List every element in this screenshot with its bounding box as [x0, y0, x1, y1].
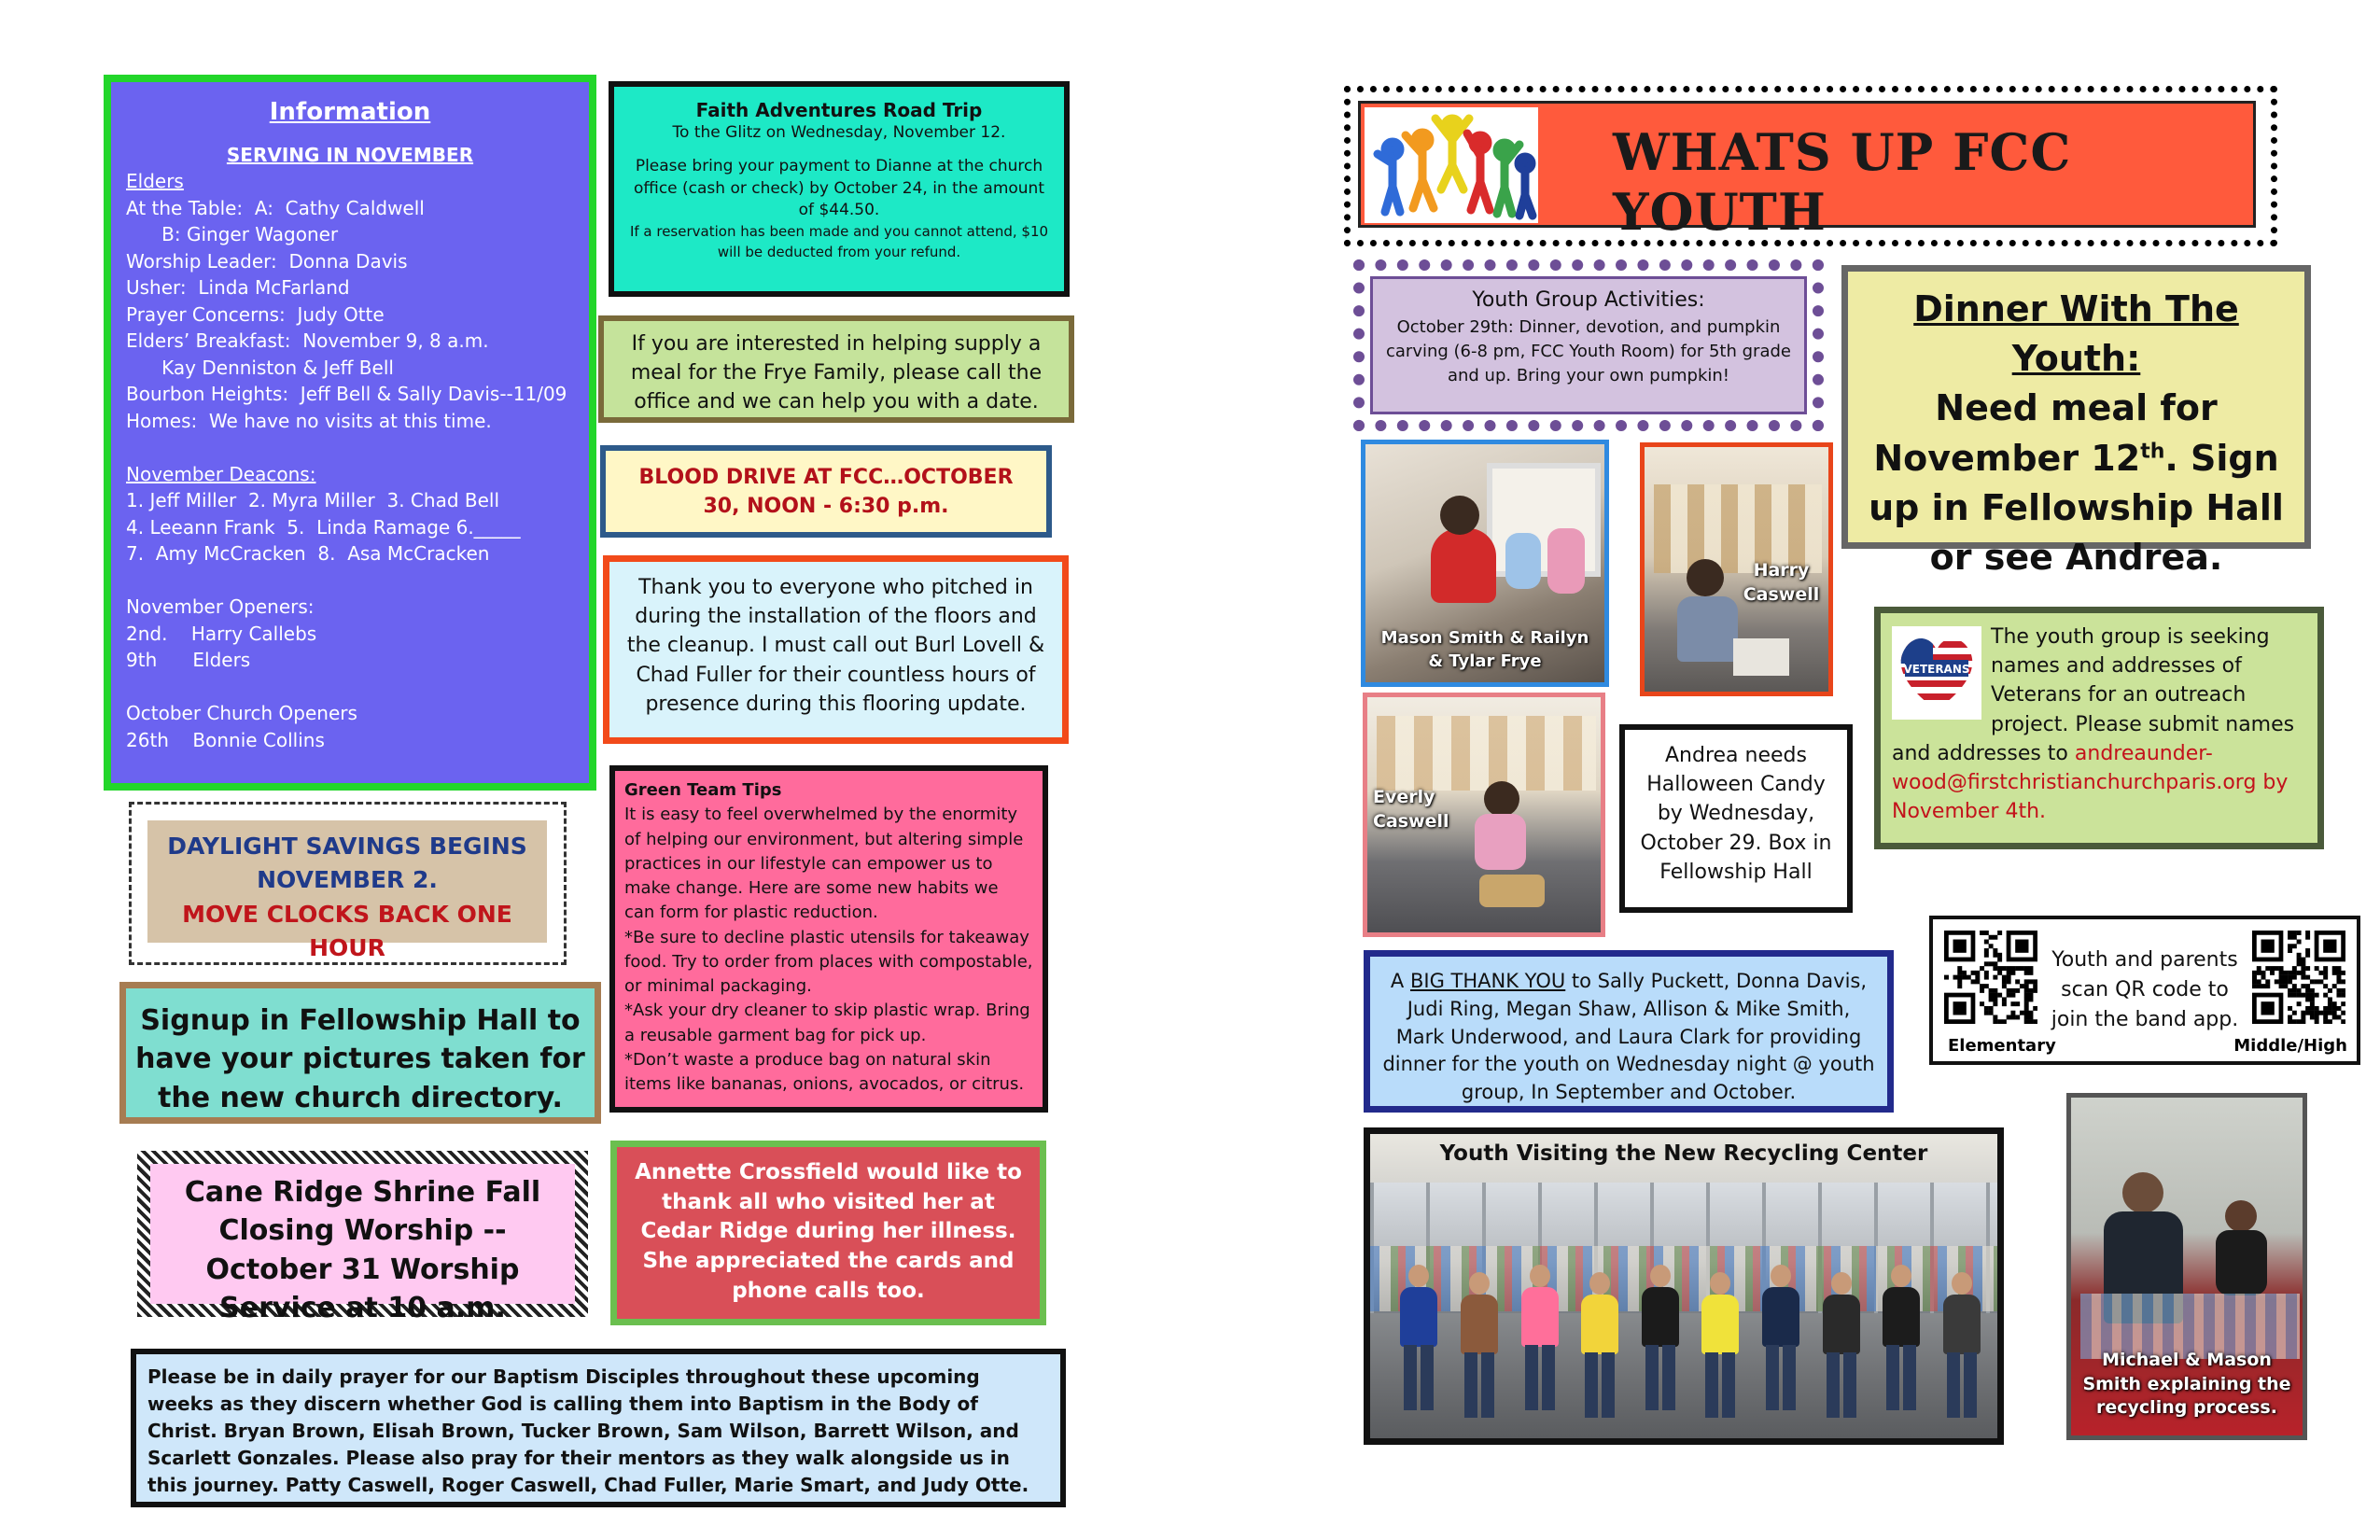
info-line — [126, 674, 574, 701]
green-tip: *Ask your dry cleaner to skip plastic wrap. Bring a reusable garment bag for pick up. — [624, 1001, 1030, 1045]
flag-heart-icon — [1892, 626, 1981, 720]
info-line: B: Ginger Wagoner — [126, 223, 339, 246]
halloween-candy-text: Andrea needs Halloween Candy by Wednesday, October 29. Box in Fellowship Hall — [1640, 744, 1832, 884]
qr-elementary[interactable] — [1944, 931, 2037, 1024]
big-thank-highlight: BIG THANK YOU — [1409, 970, 1566, 992]
info-line: Elders’ Breakfast: November 9, 8 a.m. — [126, 329, 489, 353]
info-line: 1. Jeff Miller 2. Myra Miller 3. Chad Bell — [126, 489, 500, 512]
qr-elementary-label: Elementary — [1948, 1036, 2056, 1056]
band-app-text: Youth and parents scan QR code to join the band app. — [2051, 948, 2239, 1031]
frye-family-box — [598, 315, 1074, 423]
qr-middle-high-label: Middle/High — [2233, 1036, 2347, 1056]
caption-recycling: Youth Visiting the New Recycling Center — [1439, 1141, 1928, 1166]
qr-code-icon — [1944, 931, 2037, 1024]
baptism-prayer-box — [131, 1349, 1066, 1507]
youth-activities-body: October 29th: Dinner, devotion, and pumpkin carving (6-8 pm, FCC Youth Room) for 5th grade and up. Bring your own pumpkin! — [1386, 316, 1791, 385]
green-tip: *Be sure to decline plastic utensils for takeaway food. Try to order from places with compostable, or minimal packaging. — [624, 927, 1033, 997]
big-thank-you-box — [1364, 950, 1894, 1113]
info-line: 4. Leeann Frank 5. Linda Ramage 6._____ — [126, 515, 521, 539]
person-figure — [1398, 1265, 1439, 1423]
green-team-box — [609, 765, 1048, 1113]
blood-drive-box — [600, 445, 1052, 538]
info-line: Kay Denniston & Jeff Bell — [126, 356, 394, 379]
photo-harry-caswell — [1640, 442, 1833, 696]
dinner-title: Dinner With The Youth: — [1913, 288, 2239, 380]
serving-list — [126, 168, 574, 753]
band-app-box — [1929, 916, 2360, 1065]
youth-activities-box — [1370, 276, 1807, 414]
caption-mason: Mason Smith & Railyn & Tylar Frye — [1380, 628, 1589, 671]
caption-harry: Harry Caswell — [1743, 560, 1820, 605]
info-line: November Openers: — [126, 595, 315, 619]
info-line: Elders — [126, 170, 184, 193]
info-line — [126, 434, 574, 461]
serving-heading: SERVING IN NOVEMBER — [226, 144, 474, 167]
annette-text: Annette Crossfield would like to thank all who visited her at Cedar Ridge during her illness. She appreciated the cards and phone calls too. — [635, 1160, 1022, 1303]
baptism-prayer-text: Please be in daily prayer for our Baptism Disciples throughout these upcoming weeks as they discern whether God is calling them into Baptism in the Body of Christ. Bryan Brown, Elisah Brown, Tucker Brown, Sam Wilson, Barrett Wilson, and Scarlett Gonzales. Please also pray for their mentors as they walk alongside us in this journey. Patty Caswell, Roger Caswell, Chad Fuller, Marie Smart, and Judy Otte. — [147, 1365, 1029, 1496]
person-figure — [1459, 1272, 1500, 1431]
green-tip: *Don’t waste a produce bag on natural skin items like bananas, onions, avocados, or citrus. — [624, 1049, 1025, 1095]
directory-signup-text: Signup in Fellowship Hall to have your pictures taken for the new church directory. — [135, 1004, 585, 1114]
person-figure — [1519, 1265, 1561, 1423]
faith-trip-subtitle: To the Glitz on Wednesday, November 12. — [672, 123, 1006, 142]
daylight-line2: MOVE CLOCKS BACK ONE HOUR — [182, 900, 512, 961]
cane-ridge-text: Cane Ridge Shrine Fall Closing Worship -- October 31 Worship Service at 10 a.m. — [184, 1176, 541, 1325]
green-team-tips — [624, 926, 1033, 1098]
veterans-box — [1874, 607, 2324, 849]
photo-michael-mason — [2066, 1093, 2307, 1440]
halloween-candy-box — [1619, 724, 1853, 913]
info-line: 7. Amy McCracken 8. Asa McCracken — [126, 542, 490, 566]
caption-everly: Everly Caswell — [1373, 787, 1449, 832]
information-box — [104, 75, 596, 791]
faith-trip-note: If a reservation has been made and you cannot attend, $10 will be deducted from your refund. — [629, 223, 1049, 260]
youth-header — [1358, 101, 2256, 242]
cane-ridge-box — [150, 1164, 575, 1325]
photo-everly-caswell — [1363, 693, 1605, 937]
qr-code-icon — [2252, 931, 2345, 1024]
information-title: Information — [269, 98, 431, 126]
person-figure — [1700, 1272, 1741, 1431]
info-line: Bourbon Heights: Jeff Bell & Sally Davis--11/09 — [126, 383, 567, 406]
daylight-line1: DAYLIGHT SAVINGS BEGINS NOVEMBER 2. — [167, 833, 527, 894]
info-line: Worship Leader: Donna Davis — [126, 249, 408, 273]
info-line: November Deacons: — [126, 462, 316, 485]
info-line: Usher: Linda McFarland — [126, 276, 350, 300]
veterans-logo-text: VETERANS — [1903, 663, 1970, 676]
info-line: October Church Openers — [126, 702, 357, 725]
info-line: 2nd. Harry Callebs — [126, 622, 317, 645]
info-line — [126, 567, 574, 595]
dinner-with-youth-box — [1841, 265, 2311, 578]
green-team-intro: It is easy to feel overwhelmed by the enormity of helping our environment, but altering simple practices in our lifestyle can empower us to make change. Here are some new habits we can form for plastic reduction. — [624, 805, 1024, 923]
dinner-body: Need meal for November 12th. Sign up in Fellowship Hall or see Andrea. — [1869, 387, 2284, 578]
veterans-body: The youth group is seeking names and addresses of Veterans for an outreach project. Please submit names and addresses to — [1892, 625, 2295, 765]
info-line: 26th Bonnie Collins — [126, 728, 325, 751]
qr-middle-high[interactable] — [2252, 931, 2345, 1024]
info-line: 9th Elders — [126, 649, 251, 672]
person-figure — [1579, 1272, 1620, 1431]
jumping-kids-icon — [1365, 107, 1538, 223]
faith-trip-body: Please bring your payment to Dianne at the church office (cash or check) by October 24, in the amount of $44.50. — [633, 156, 1044, 220]
veterans-email[interactable]: andreaunder-wood@firstchristianchurchparis.org by November 4th. — [1892, 741, 2289, 824]
faith-adventures-box — [609, 81, 1070, 297]
info-line: At the Table: A: Cathy Caldwell — [126, 196, 425, 219]
info-line: Prayer Concerns: Judy Otte — [126, 302, 385, 326]
daylight-box — [147, 820, 547, 961]
person-figure — [1760, 1265, 1801, 1423]
photo-recycling-center — [1364, 1127, 2004, 1445]
person-figure — [1941, 1272, 1982, 1431]
person-figure — [1821, 1272, 1862, 1431]
floors-thank-you-box — [603, 555, 1069, 744]
veterans-logo — [1892, 626, 1981, 720]
frye-family-text: If you are interested in helping supply a meal for the Frye Family, please call the office and we can help you with a date. — [630, 332, 1043, 413]
blood-drive-text: BLOOD DRIVE AT FCC…OCTOBER 30, NOON - 6:30 p.m. — [638, 466, 1014, 518]
annette-box — [610, 1141, 1046, 1325]
photo-mason-railyn-tylar — [1361, 440, 1609, 687]
info-line: Homes: We have no visits at this time. — [126, 409, 492, 432]
youth-header-title: WHATS UP FCC YOUTH — [1613, 122, 2072, 242]
youth-activities-title: Youth Group Activities: — [1472, 288, 1705, 312]
floors-thank-you-text: Thank you to everyone who pitched in during the installation of the floors and the cleanup. I must call out Burl Lovell & Chad Fuller for their countless hours of presence during this flooring update. — [626, 576, 1045, 716]
person-figure — [1881, 1265, 1922, 1423]
group-of-people — [1389, 1265, 1979, 1433]
green-team-title: Green Team Tips — [624, 780, 782, 800]
big-thank-text: to Sally Puckett, Donna Davis, Judi Ring, Megan Shaw, Allison & Mike Smith, Mark Underwood, and Laura Clark for providing dinner for the youth on Wednesday night @ youth group, In September and October. — [1382, 970, 1875, 1104]
big-thank-prefix: A — [1390, 970, 1410, 992]
faith-trip-title: Faith Adventures Road Trip — [695, 99, 983, 121]
caption-michael-mason: Michael & Mason Smith explaining the recycling process. — [2082, 1350, 2291, 1419]
youth-logo — [1365, 107, 1538, 223]
person-figure — [1640, 1265, 1681, 1423]
directory-signup-box — [119, 982, 601, 1124]
